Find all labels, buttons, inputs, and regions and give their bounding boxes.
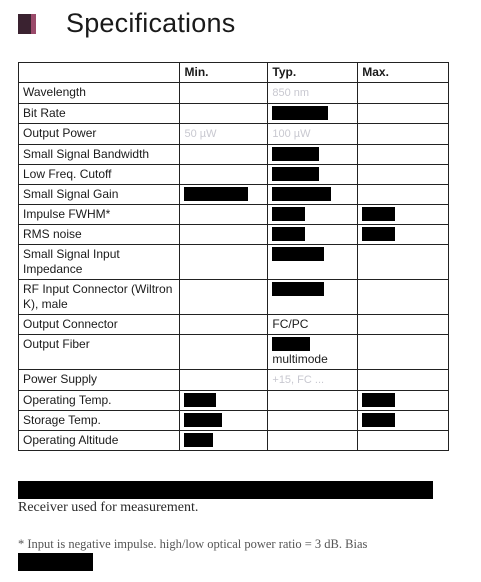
- redaction-block: [272, 207, 305, 221]
- redaction-block: [272, 282, 324, 296]
- max-cell: [358, 335, 449, 370]
- faded-value: +15, FC ...: [272, 374, 325, 386]
- typ-cell: FC/PC: [268, 315, 358, 335]
- max-cell: [358, 315, 449, 335]
- min-cell: [180, 411, 268, 431]
- redaction-block: [362, 393, 395, 407]
- table-row: [19, 83, 449, 104]
- min-cell: [180, 335, 268, 370]
- logo-icon: [18, 14, 36, 34]
- min-cell: [180, 225, 268, 245]
- min-cell: [180, 391, 268, 411]
- min-cell: [180, 205, 268, 225]
- max-cell: [358, 104, 449, 124]
- table-row: [19, 225, 449, 245]
- param-cell: RMS noise: [19, 225, 180, 245]
- min-cell: [180, 245, 268, 280]
- table-row: [19, 431, 449, 451]
- param-cell: Output Power: [19, 124, 180, 145]
- table-header-row: [19, 63, 449, 83]
- table-row: [19, 124, 449, 145]
- param-cell: Small Signal Bandwidth: [19, 145, 180, 165]
- max-cell: [358, 245, 449, 280]
- table-row: [19, 165, 449, 185]
- max-cell: [358, 225, 449, 245]
- table-row: [19, 370, 449, 391]
- measurement-note: Receiver used for measurement.: [18, 500, 199, 515]
- param-cell: Wavelength: [19, 83, 180, 104]
- param-cell: Small Signal Gain: [19, 185, 180, 205]
- faded-value: 50 µW: [184, 128, 217, 140]
- typ-cell: [268, 370, 358, 391]
- typ-cell: [268, 335, 358, 370]
- typ-cell: [268, 185, 358, 205]
- max-cell: [358, 83, 449, 104]
- redaction-block: [272, 187, 331, 201]
- max-cell: [358, 145, 449, 165]
- table-row: [19, 185, 449, 205]
- param-cell: Output Connector: [19, 315, 180, 335]
- redaction-block: [184, 187, 248, 201]
- max-cell: [358, 431, 449, 451]
- param-cell: Small Signal Input Impedance: [19, 245, 180, 280]
- typ-value: multimode: [272, 352, 328, 366]
- max-cell: [358, 280, 449, 315]
- param-cell: RF Input Connector (Wiltron K), male: [19, 280, 180, 315]
- redaction-block: [272, 167, 319, 181]
- max-cell: [358, 205, 449, 225]
- redaction-bar: [18, 481, 433, 499]
- min-cell: [180, 165, 268, 185]
- table-row: [19, 205, 449, 225]
- max-cell: [358, 370, 449, 391]
- param-cell: Operating Altitude: [19, 431, 180, 451]
- min-cell: [180, 431, 268, 451]
- page-title: Specifications: [66, 8, 236, 38]
- min-cell: [180, 83, 268, 104]
- typ-cell: [268, 225, 358, 245]
- redaction-block: [184, 433, 213, 447]
- min-cell: [180, 124, 268, 145]
- redaction-block: [362, 227, 395, 241]
- table-row: [19, 335, 449, 370]
- typ-cell: [268, 145, 358, 165]
- typ-cell: [268, 205, 358, 225]
- table-row: [19, 411, 449, 431]
- param-cell: Output Fiber: [19, 335, 180, 370]
- param-cell: Power Supply: [19, 370, 180, 391]
- max-cell: [358, 185, 449, 205]
- typ-cell: [268, 165, 358, 185]
- table-row: [19, 391, 449, 411]
- table-row: [19, 145, 449, 165]
- typ-cell: [268, 411, 358, 431]
- page-header: [18, 8, 235, 39]
- redaction-block: [184, 413, 222, 427]
- min-cell: [180, 145, 268, 165]
- table-row: [19, 280, 449, 315]
- typ-cell: [268, 431, 358, 451]
- param-cell: Operating Temp.: [19, 391, 180, 411]
- min-cell: [180, 280, 268, 315]
- min-cell: [180, 370, 268, 391]
- typ-cell: [268, 391, 358, 411]
- faded-value: 850 nm: [272, 87, 310, 99]
- redaction-block: [272, 337, 310, 351]
- specifications-table: [18, 62, 449, 451]
- max-cell: [358, 391, 449, 411]
- footnote: * Input is negative impulse. high/low optical power ratio = 3 dB. Bias: [18, 537, 368, 551]
- header-cell-max: Max.: [358, 63, 449, 83]
- max-cell: [358, 411, 449, 431]
- redaction-block: [362, 413, 395, 427]
- typ-cell: [268, 280, 358, 315]
- max-cell: [358, 165, 449, 185]
- typ-cell: [268, 124, 358, 145]
- header-cell-typ: Typ.: [268, 63, 358, 83]
- table-row: [19, 315, 449, 335]
- redaction-block: [272, 106, 328, 120]
- param-cell: Storage Temp.: [19, 411, 180, 431]
- min-cell: [180, 104, 268, 124]
- param-cell: Low Freq. Cutoff: [19, 165, 180, 185]
- redaction-block: [362, 207, 395, 221]
- faded-value: 100 µW: [272, 128, 311, 140]
- table-row: [19, 104, 449, 124]
- typ-cell: [268, 83, 358, 104]
- min-cell: [180, 185, 268, 205]
- redaction-block: [272, 147, 319, 161]
- redaction-block: [272, 247, 324, 261]
- param-cell: Impulse FWHM*: [19, 205, 180, 225]
- header-cell-param: [19, 63, 180, 83]
- typ-cell: [268, 104, 358, 124]
- redaction-bar: [18, 553, 93, 571]
- table-row: [19, 245, 449, 280]
- min-cell: [180, 315, 268, 335]
- redaction-block: [184, 393, 216, 407]
- redaction-block: [272, 227, 305, 241]
- param-cell: Bit Rate: [19, 104, 180, 124]
- max-cell: [358, 124, 449, 145]
- header-cell-min: Min.: [180, 63, 268, 83]
- typ-cell: [268, 245, 358, 280]
